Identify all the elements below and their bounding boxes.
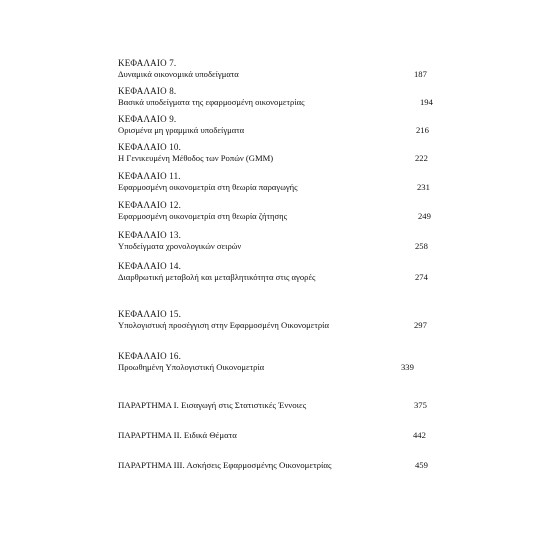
chapter-title: Ορισμένα μη γραμμικά υποδείγματα — [118, 125, 245, 135]
toc-entry-chapter-7 — [118, 58, 438, 80]
appendix-title: ΠΑΡΑΡΤΗΜΑ ΙΙΙ. Ασκήσεις Εφαρμοσμένης Οικονομετρίας — [118, 460, 332, 470]
toc-entry-chapter-9 — [118, 114, 438, 136]
page-number: 231 — [417, 182, 430, 192]
toc-entry-chapter-8 — [118, 86, 438, 108]
chapter-label: ΚΕΦΑΛΑΙΟ 9. — [118, 114, 177, 124]
page-number: 297 — [414, 320, 427, 330]
appendix-title: ΠΑΡΑΡΤΗΜΑ ΙΙ. Ειδικά Θέματα — [118, 430, 237, 440]
chapter-title: Η Γενικευμένη Μέθοδος των Ροπών (GMM) — [118, 153, 274, 163]
chapter-label: ΚΕΦΑΛΑΙΟ 11. — [118, 171, 181, 181]
toc-entry-appendix-3 — [118, 460, 438, 471]
toc-entry-chapter-10 — [118, 142, 438, 164]
toc-entry-chapter-12 — [118, 200, 438, 222]
page-number: 187 — [414, 69, 427, 79]
chapter-title: Εφαρμοσμένη οικονομετρία στη θεωρία ζήτησης — [118, 211, 287, 221]
toc-entry-appendix-1 — [118, 400, 438, 411]
chapter-title: Προωθημένη Υπολογιστική Οικονομετρία — [118, 362, 265, 372]
page-number: 375 — [414, 400, 427, 410]
toc-entry-chapter-11 — [118, 171, 438, 193]
chapter-title: Εφαρμοσμένη οικονομετρία στη θεωρία παραγωγής — [118, 182, 298, 192]
chapter-label: ΚΕΦΑΛΑΙΟ 8. — [118, 86, 177, 96]
page-number: 222 — [415, 153, 428, 163]
chapter-label: ΚΕΦΑΛΑΙΟ 12. — [118, 200, 182, 210]
chapter-title: Διαρθρωτική μεταβολή και μεταβλητικότητα στις αγορές — [118, 272, 316, 282]
chapter-label: ΚΕΦΑΛΑΙΟ 13. — [118, 230, 182, 240]
page-number: 459 — [415, 460, 428, 470]
toc-entry-chapter-13 — [118, 230, 438, 252]
toc-entry-chapter-15 — [118, 309, 438, 331]
appendix-title: ΠΑΡΑΡΤΗΜΑ Ι. Εισαγωγή στις Στατιστικές Έννοιες — [118, 400, 307, 410]
toc-entry-chapter-14 — [118, 261, 438, 283]
chapter-label: ΚΕΦΑΛΑΙΟ 7. — [118, 58, 177, 68]
chapter-label: ΚΕΦΑΛΑΙΟ 10. — [118, 142, 182, 152]
page-number: 249 — [418, 211, 431, 221]
page-number: 194 — [420, 97, 433, 107]
chapter-label: ΚΕΦΑΛΑΙΟ 14. — [118, 261, 182, 271]
chapter-label: ΚΕΦΑΛΑΙΟ 16. — [118, 351, 182, 361]
page-number: 274 — [415, 272, 428, 282]
chapter-title: Υποδείγματα χρονολογικών σειρών — [118, 241, 242, 251]
page-number: 216 — [416, 125, 429, 135]
page-number: 258 — [415, 241, 428, 251]
page-number: 339 — [401, 362, 414, 372]
toc-entry-appendix-2 — [118, 430, 438, 441]
page-number: 442 — [413, 430, 426, 440]
chapter-title: Βασικά υποδείγματα της εφαρμοσμένη οικονομετρίας — [118, 97, 305, 107]
chapter-title: Δυναμικά οικονομικά υποδείγματα — [118, 69, 239, 79]
chapter-label: ΚΕΦΑΛΑΙΟ 15. — [118, 309, 182, 319]
chapter-title: Υπολογιστική προσέγγιση στην Εφαρμοσμένη Οικονομετρία — [118, 320, 329, 330]
toc-entry-chapter-16 — [118, 351, 438, 373]
